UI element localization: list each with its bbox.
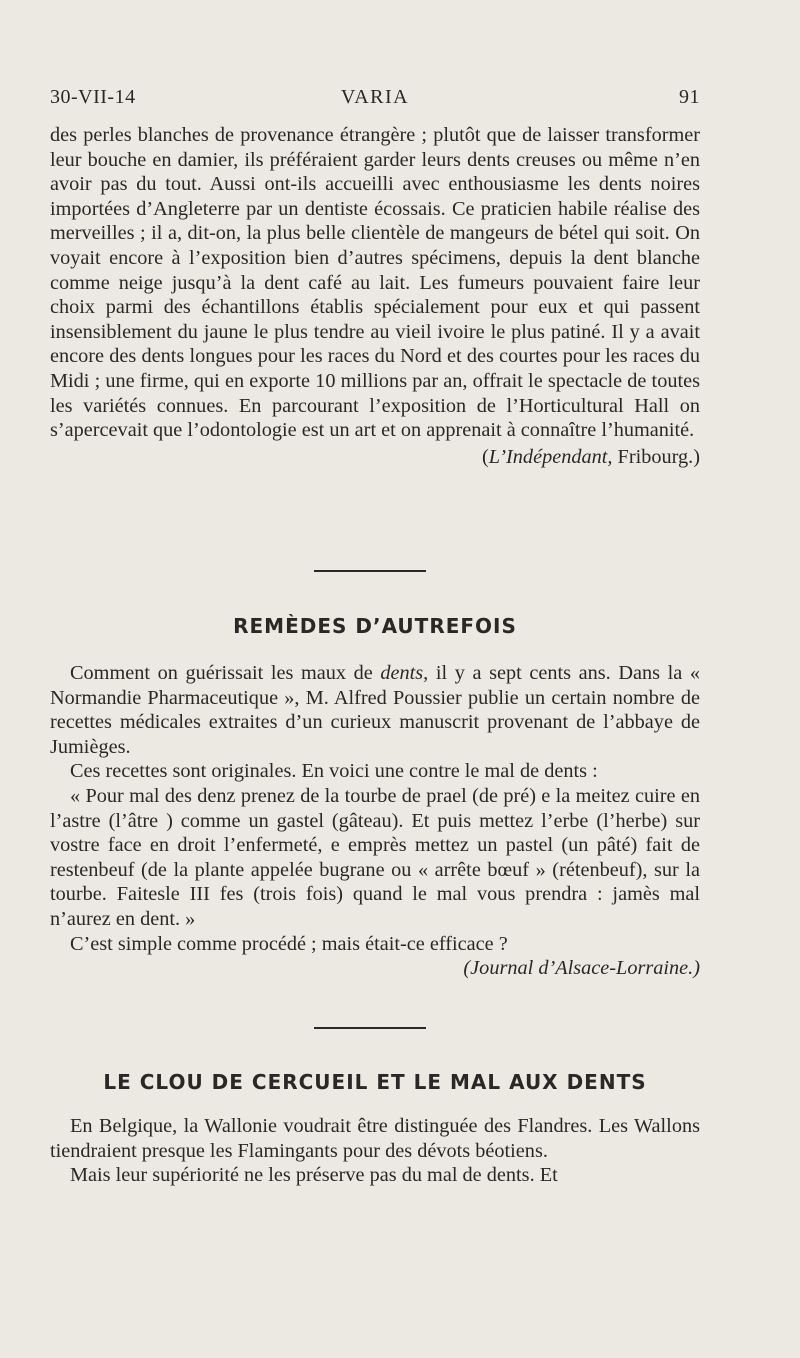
article-2-p1-text: Comment on guérissait les maux de (70, 662, 381, 684)
source-publication: L’Indépendant, (488, 445, 613, 468)
source-place: Fribourg.) (612, 445, 700, 468)
separator-rule-2 (314, 1027, 426, 1029)
article-2-p3: « Pour mal des denz prenez de la tourbe de prael (de pré) e la meitez cuire en l’astre (l’âtre ) comme un gastel (gâteau). Et puis mettez l’erbe (l’herbe) sur vostre face en droit l’enfermeté, e emprès mettez un pastel (un pâté) fait de restenbeuf (de la plante appelée bugrane ou « arrête bœuf » (rétenbeuf), sur la tourbe. Faitesle III fes (trois fois) quand le mal vous prendra : jamès mal n’aurez en dent. » (50, 784, 700, 930)
article-2-p2: Ces recettes sont originales. En voici une contre le mal de dents : (70, 760, 598, 783)
article-2 (50, 661, 700, 981)
separator-rule-1 (314, 570, 426, 572)
article-3 (50, 1114, 700, 1188)
article-1 (50, 123, 700, 469)
article-1-paragraph: des perles blanches de provenance étrangère ; plutôt que de laisser transformer leur bouche en damier, ils préféraient garder leurs dents creuses ou même n’en avoir pas du tout. Aussi ont-ils accueilli avec enthousiasme les dents noires importées d’Angleterre par un dentiste écossais. Ce praticien habile réalise des merveilles ; il a, dit-on, la plus belle clientèle de mangeurs de bétel qui soit. On voyait encore à l’exposition bien d’autres spécimens, depuis la dent blanche comme neige jusqu’à la dent café au lait. Les fumeurs pouvaient faire leur choix parmi des échantillons établis spécialement pour eux et qui passent insensiblement du jaune le plus tendre au vieil ivoire le plus patiné. Il y a avait encore des dents longues pour les races du Nord et des courtes pour les races du Midi ; une firme, qui en exporte 10 millions par an, offrait le spectacle de toutes les variétés connues. En parcourant l’exposition de l’Horticultural Hall on s’apercevait que l’odontologie est un art et on apprenait à connaître l’humanité. (50, 124, 700, 442)
article-2-source (50, 956, 700, 981)
section-title-clou: LE CLOU DE CERCUEIL ET LE MAL AUX DENTS (103, 1070, 647, 1094)
article-2-p1-italic: dents, (380, 662, 429, 684)
article-3-p1: En Belgique, la Wallonie voudrait être distinguée des Flandres. Les Wallons tiendraient presque les Flamingants pour des dévots béotiens. (50, 1115, 700, 1162)
running-header (50, 86, 700, 116)
page-number: 91 (679, 86, 700, 108)
header-section: VARIA (340, 86, 410, 108)
section-title-remedes: REMÈDES D’AUTREFOIS (233, 614, 517, 638)
article-2-p4: C’est simple comme procédé ; mais était-ce efficace ? (70, 932, 508, 955)
article-2-p1-rest: il y a sept cents ans. Dans la « Normandie Pharmaceutique », M. Alfred Poussier publie un certain nombre de recettes médicales extraites d’un curieux manuscrit provenant de l’abbaye de Jumièges. (50, 662, 700, 758)
article-3-p2: Mais leur supériorité ne les préserve pas du mal de dents. Et (70, 1164, 558, 1187)
article-2-p1 (50, 661, 700, 759)
article-2-source-text: (Journal d’Alsace-Lorraine.) (463, 957, 700, 980)
source-open-paren: ( (481, 445, 489, 468)
article-1-source (50, 445, 700, 470)
header-date: 30-VII-14 (50, 86, 136, 108)
